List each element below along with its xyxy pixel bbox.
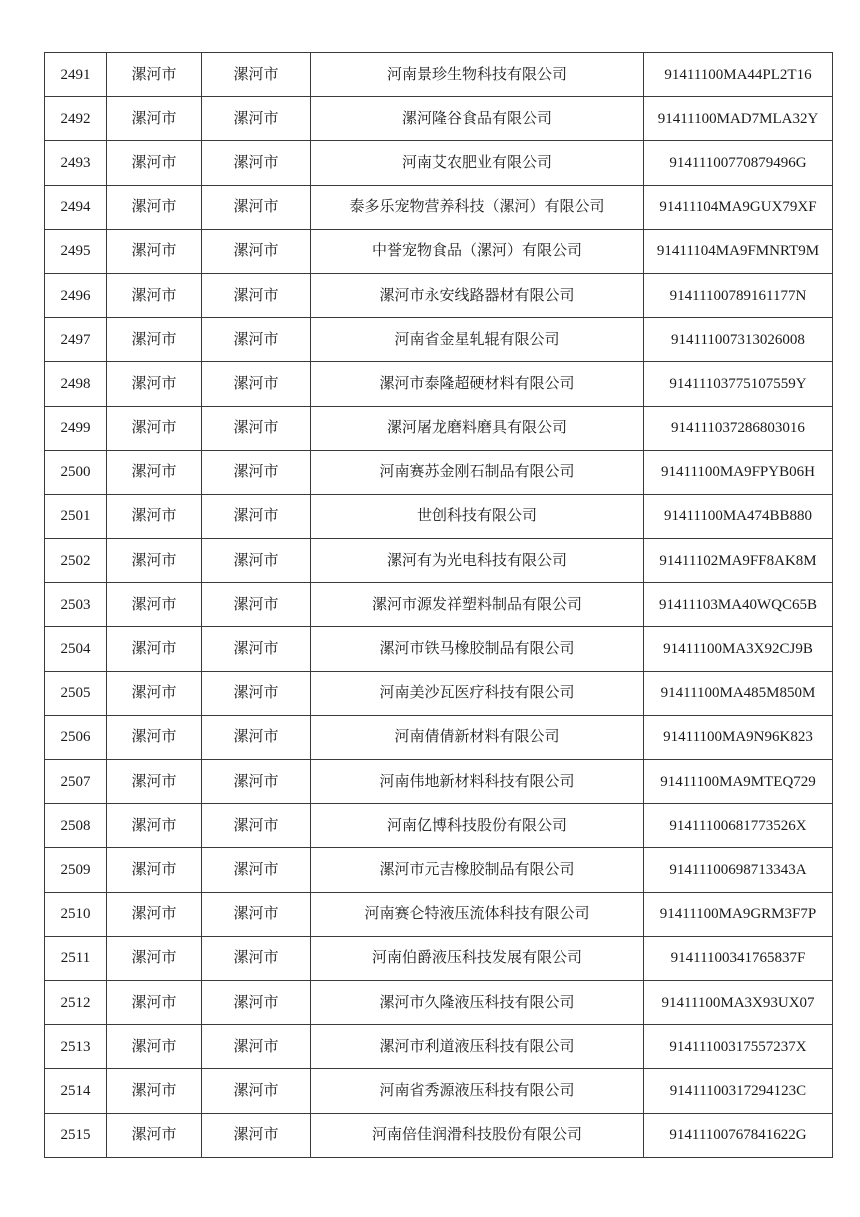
district-cell: 漯河市 [202, 362, 311, 406]
city-cell: 漯河市 [107, 273, 202, 317]
credit-code-cell: 91411100681773526X [644, 804, 833, 848]
table-row [45, 671, 833, 715]
company-name-cell: 河南省秀源液压科技有限公司 [311, 1069, 644, 1113]
row-number-cell: 2515 [45, 1113, 107, 1157]
row-number-cell: 2491 [45, 53, 107, 97]
city-cell: 漯河市 [107, 318, 202, 362]
company-name-cell: 河南伯爵液压科技发展有限公司 [311, 936, 644, 980]
credit-code-cell: 91411100317294123C [644, 1069, 833, 1113]
company-name-cell: 世创科技有限公司 [311, 494, 644, 538]
district-cell: 漯河市 [202, 671, 311, 715]
city-cell: 漯河市 [107, 229, 202, 273]
city-cell: 漯河市 [107, 362, 202, 406]
row-number-cell: 2504 [45, 627, 107, 671]
row-number-cell: 2496 [45, 273, 107, 317]
district-cell: 漯河市 [202, 936, 311, 980]
city-cell: 漯河市 [107, 494, 202, 538]
credit-code-cell: 91411100317557237X [644, 1025, 833, 1069]
company-name-cell: 漯河市源发祥塑料制品有限公司 [311, 583, 644, 627]
table-row [45, 583, 833, 627]
table-row [45, 804, 833, 848]
credit-code-cell: 91411100MA9MTEQ729 [644, 760, 833, 804]
table-row [45, 362, 833, 406]
city-cell: 漯河市 [107, 892, 202, 936]
company-name-cell: 漯河市铁马橡胶制品有限公司 [311, 627, 644, 671]
credit-code-cell: 91411100698713343A [644, 848, 833, 892]
row-number-cell: 2503 [45, 583, 107, 627]
district-cell: 漯河市 [202, 141, 311, 185]
district-cell: 漯河市 [202, 848, 311, 892]
company-name-cell: 河南艾农肥业有限公司 [311, 141, 644, 185]
row-number-cell: 2501 [45, 494, 107, 538]
company-name-cell: 漯河市泰隆超硬材料有限公司 [311, 362, 644, 406]
table-row [45, 627, 833, 671]
company-name-cell: 河南亿博科技股份有限公司 [311, 804, 644, 848]
city-cell: 漯河市 [107, 1113, 202, 1157]
credit-code-cell: 91411100MA9FPYB06H [644, 450, 833, 494]
table-row [45, 450, 833, 494]
credit-code-cell: 91411100770879496G [644, 141, 833, 185]
city-cell: 漯河市 [107, 141, 202, 185]
table-row [45, 318, 833, 362]
table-row [45, 1025, 833, 1069]
table-row [45, 1113, 833, 1157]
city-cell: 漯河市 [107, 583, 202, 627]
table-row [45, 980, 833, 1024]
company-name-cell: 漯河市久隆液压科技有限公司 [311, 980, 644, 1024]
company-name-cell: 河南倍佳润滑科技股份有限公司 [311, 1113, 644, 1157]
credit-code-cell: 91411100MA485M850M [644, 671, 833, 715]
company-name-cell: 河南伟地新材料科技有限公司 [311, 760, 644, 804]
company-name-cell: 河南倩倩新材料有限公司 [311, 715, 644, 759]
credit-code-cell: 91411100767841622G [644, 1113, 833, 1157]
table-row [45, 229, 833, 273]
district-cell: 漯河市 [202, 406, 311, 450]
row-number-cell: 2506 [45, 715, 107, 759]
district-cell: 漯河市 [202, 760, 311, 804]
city-cell: 漯河市 [107, 627, 202, 671]
city-cell: 漯河市 [107, 804, 202, 848]
table-row [45, 539, 833, 583]
credit-code-cell: 91411104MA9GUX79XF [644, 185, 833, 229]
district-cell: 漯河市 [202, 97, 311, 141]
credit-code-cell: 91411103775107559Y [644, 362, 833, 406]
district-cell: 漯河市 [202, 627, 311, 671]
table-row [45, 53, 833, 97]
district-cell: 漯河市 [202, 318, 311, 362]
credit-code-cell: 91411100MAD7MLA32Y [644, 97, 833, 141]
row-number-cell: 2493 [45, 141, 107, 185]
company-name-cell: 河南赛苏金刚石制品有限公司 [311, 450, 644, 494]
district-cell: 漯河市 [202, 185, 311, 229]
district-cell: 漯河市 [202, 583, 311, 627]
credit-code-cell: 91411100MA3X93UX07 [644, 980, 833, 1024]
table-row [45, 185, 833, 229]
company-name-cell: 泰多乐宠物营养科技（漯河）有限公司 [311, 185, 644, 229]
district-cell: 漯河市 [202, 892, 311, 936]
table-body [45, 53, 833, 1158]
company-name-cell: 漯河隆谷食品有限公司 [311, 97, 644, 141]
enterprise-registry-table [44, 52, 833, 1158]
table-row [45, 1069, 833, 1113]
table-row [45, 141, 833, 185]
row-number-cell: 2494 [45, 185, 107, 229]
company-name-cell: 河南省金星轧辊有限公司 [311, 318, 644, 362]
row-number-cell: 2512 [45, 980, 107, 1024]
row-number-cell: 2507 [45, 760, 107, 804]
city-cell: 漯河市 [107, 715, 202, 759]
city-cell: 漯河市 [107, 760, 202, 804]
row-number-cell: 2509 [45, 848, 107, 892]
row-number-cell: 2508 [45, 804, 107, 848]
table-row [45, 406, 833, 450]
row-number-cell: 2495 [45, 229, 107, 273]
row-number-cell: 2513 [45, 1025, 107, 1069]
row-number-cell: 2514 [45, 1069, 107, 1113]
company-name-cell: 漯河市元吉橡胶制品有限公司 [311, 848, 644, 892]
row-number-cell: 2511 [45, 936, 107, 980]
row-number-cell: 2502 [45, 539, 107, 583]
company-name-cell: 漯河屠龙磨料磨具有限公司 [311, 406, 644, 450]
district-cell: 漯河市 [202, 494, 311, 538]
city-cell: 漯河市 [107, 185, 202, 229]
city-cell: 漯河市 [107, 848, 202, 892]
district-cell: 漯河市 [202, 715, 311, 759]
credit-code-cell: 91411100MA474BB880 [644, 494, 833, 538]
credit-code-cell: 91411103MA40WQC65B [644, 583, 833, 627]
city-cell: 漯河市 [107, 1025, 202, 1069]
city-cell: 漯河市 [107, 980, 202, 1024]
credit-code-cell: 91411100MA9GRM3F7P [644, 892, 833, 936]
credit-code-cell: 91411100789161177N [644, 273, 833, 317]
credit-code-cell: 91411100MA9N96K823 [644, 715, 833, 759]
company-name-cell: 漯河市永安线路器材有限公司 [311, 273, 644, 317]
table-row [45, 273, 833, 317]
row-number-cell: 2505 [45, 671, 107, 715]
credit-code-cell: 91411100MA3X92CJ9B [644, 627, 833, 671]
row-number-cell: 2500 [45, 450, 107, 494]
district-cell: 漯河市 [202, 539, 311, 583]
company-name-cell: 河南景珍生物科技有限公司 [311, 53, 644, 97]
city-cell: 漯河市 [107, 406, 202, 450]
company-name-cell: 漯河市利道液压科技有限公司 [311, 1025, 644, 1069]
district-cell: 漯河市 [202, 1025, 311, 1069]
city-cell: 漯河市 [107, 97, 202, 141]
city-cell: 漯河市 [107, 1069, 202, 1113]
credit-code-cell: 914111037286803016 [644, 406, 833, 450]
credit-code-cell: 914111007313026008 [644, 318, 833, 362]
credit-code-cell: 91411100MA44PL2T16 [644, 53, 833, 97]
district-cell: 漯河市 [202, 804, 311, 848]
company-name-cell: 漯河有为光电科技有限公司 [311, 539, 644, 583]
table-row [45, 760, 833, 804]
row-number-cell: 2510 [45, 892, 107, 936]
row-number-cell: 2492 [45, 97, 107, 141]
district-cell: 漯河市 [202, 53, 311, 97]
city-cell: 漯河市 [107, 450, 202, 494]
row-number-cell: 2498 [45, 362, 107, 406]
credit-code-cell: 91411102MA9FF8AK8M [644, 539, 833, 583]
table-row [45, 936, 833, 980]
credit-code-cell: 91411104MA9FMNRT9M [644, 229, 833, 273]
table-row [45, 892, 833, 936]
district-cell: 漯河市 [202, 1113, 311, 1157]
district-cell: 漯河市 [202, 450, 311, 494]
city-cell: 漯河市 [107, 936, 202, 980]
row-number-cell: 2497 [45, 318, 107, 362]
city-cell: 漯河市 [107, 671, 202, 715]
company-name-cell: 河南赛仑特液压流体科技有限公司 [311, 892, 644, 936]
company-name-cell: 中誉宠物食品（漯河）有限公司 [311, 229, 644, 273]
district-cell: 漯河市 [202, 273, 311, 317]
table-row [45, 97, 833, 141]
credit-code-cell: 91411100341765837F [644, 936, 833, 980]
company-name-cell: 河南美沙瓦医疗科技有限公司 [311, 671, 644, 715]
table-row [45, 848, 833, 892]
district-cell: 漯河市 [202, 1069, 311, 1113]
table-row [45, 715, 833, 759]
table-row [45, 494, 833, 538]
row-number-cell: 2499 [45, 406, 107, 450]
district-cell: 漯河市 [202, 980, 311, 1024]
district-cell: 漯河市 [202, 229, 311, 273]
city-cell: 漯河市 [107, 53, 202, 97]
city-cell: 漯河市 [107, 539, 202, 583]
